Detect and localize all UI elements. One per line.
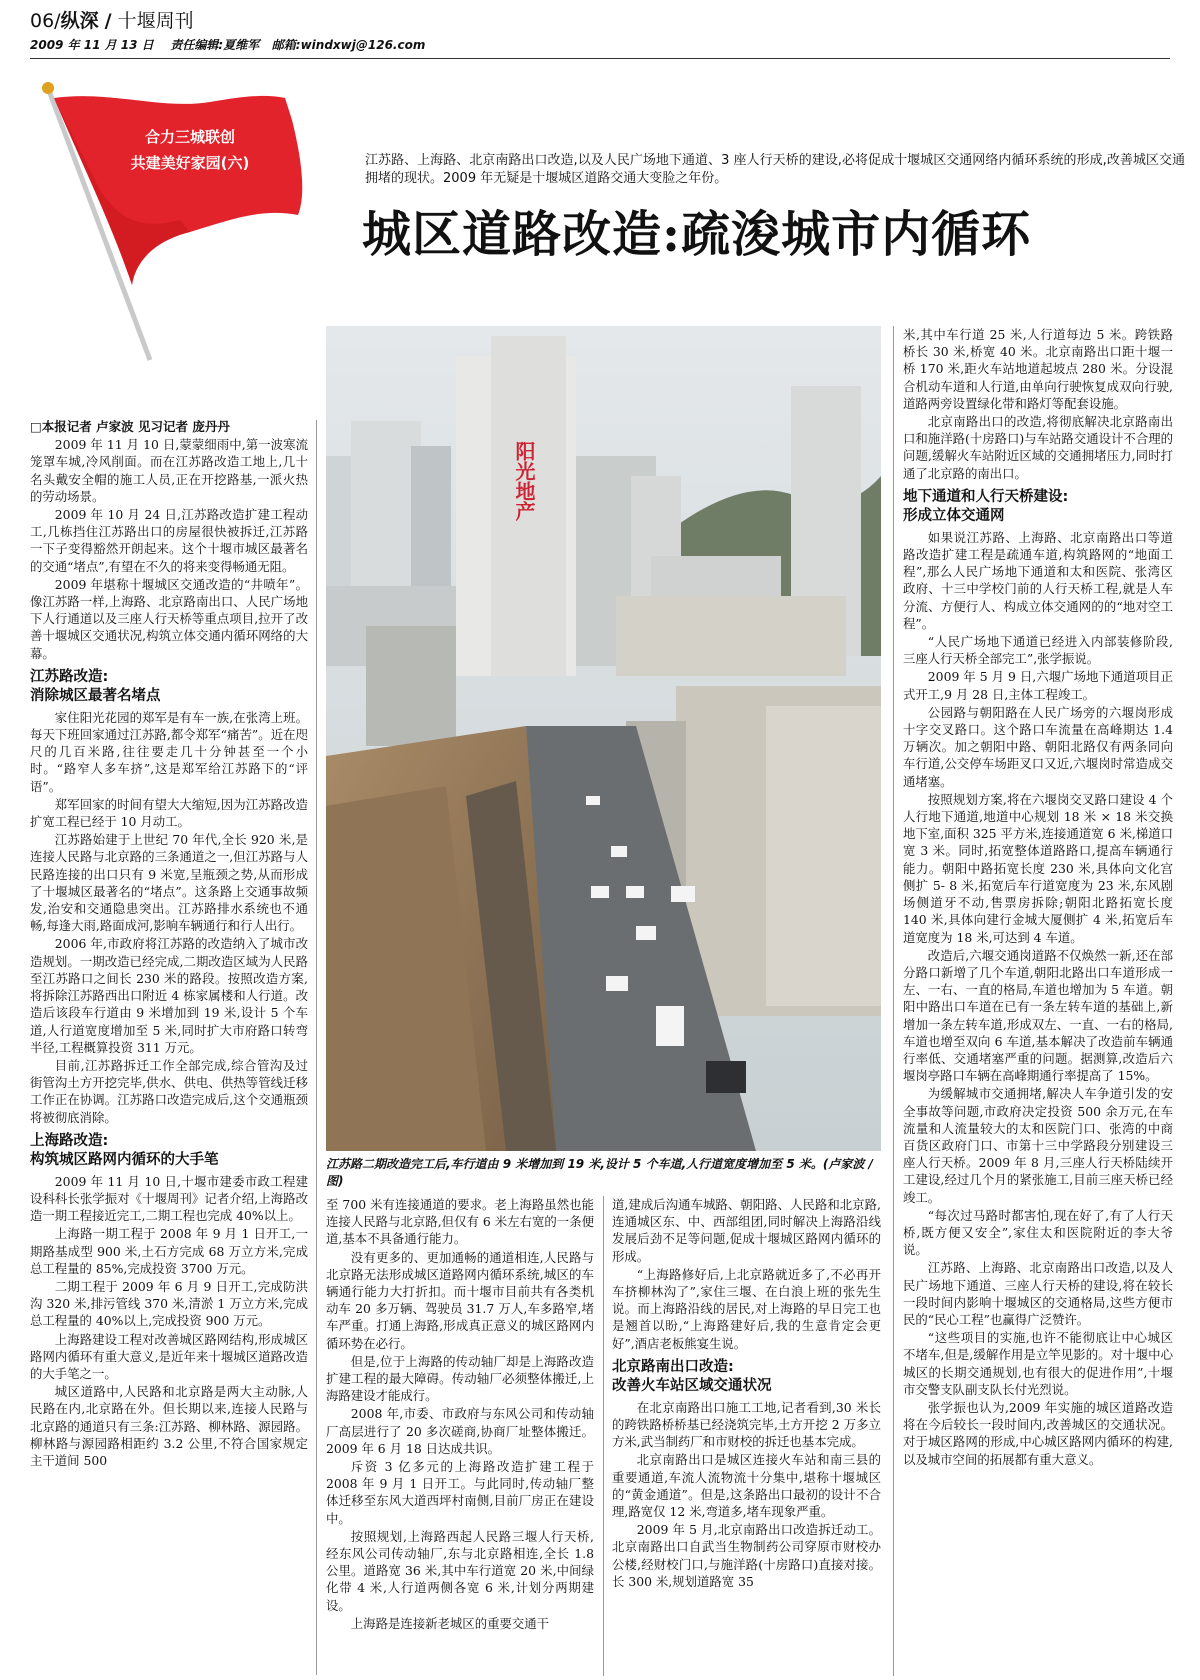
column-divider bbox=[893, 326, 894, 1676]
flag-line2: 共建美好家园(六) bbox=[130, 154, 250, 172]
city-street-image bbox=[326, 326, 881, 1151]
paragraph: 2009 年 5 月,北京南路出口改造拆迁动工。北京南路出口自武当生物制药公司穿原市财校办公楼,经财校门口,与施洋路(十房路口)直接对接。长 300 米,规划道路宽 35 bbox=[612, 1522, 881, 1589]
paragraph: 2009 年堪称十堰城区交通改造的“井喷年”。像江苏路一样,上海路、北京路南出口、人民广场地下人行通道以及三座人行天桥等重点项目,拉开了改善十堰城区交通状况,构筑立体交通内循环网络的大幕。 bbox=[30, 576, 308, 661]
subheading: 北京路南出口改造: 改善火车站区域交通状况 bbox=[612, 1358, 772, 1394]
column-1 bbox=[30, 418, 308, 1680]
paragraph: 北京南路出口是城区连接火车站和南三县的重要通道,车流人流物流十分集中,堪称十堰城区的“黄金通道”。但是,这条路出口最初的设计不合理,路宽仅 12 米,弯道多,堵车现象严重。 bbox=[612, 1452, 881, 1520]
paragraph: “上海路修好后,上北京路就近多了,不必再开车挤柳林沟了”,家住三堰、在白浪上班的张先生说。而上海路沿线的居民,对上海路的早日完工也是翘首以盼,“上海路建好后,我的生意肯定会更好”,酒店老板熊宴生说。 bbox=[612, 1266, 881, 1351]
column-3 bbox=[612, 1196, 881, 1680]
column-2 bbox=[326, 1196, 594, 1680]
paragraph: 在北京南路出口施工工地,记者看到,30 米长的跨铁路桥桥基已经浇筑完毕,土方开挖 2 万多立方米,武当制药厂和市财校的拆迁也基本完成。 bbox=[612, 1399, 881, 1450]
header-rule bbox=[30, 58, 1170, 59]
paragraph: 没有更多的、更加通畅的通道相连,人民路与北京路无法形成城区道路网内循环系统,城区的车辆通行能力大打折扣。而十堰市目前共有各类机动车 20 多万辆、驾驶员 31.7 万人,车多路窄,堵车严重。打通上海路,形成真正意义的城区路网内循环势在必行。 bbox=[326, 1249, 594, 1351]
paragraph: 江苏路、上海路、北京南路出口改造,以及人民广场地下通道、三座人行天桥的建设,将在较长一段时间内影响十堰城区的交通格局,这些方便市民的“民心工程”也赢得广泛赞许。 bbox=[903, 1260, 1173, 1327]
paragraph: 郑军回家的时间有望大大缩短,因为江苏路改造扩宽工程已经于 10 月动工。 bbox=[30, 796, 308, 830]
header-separator: / bbox=[104, 10, 112, 32]
paragraph: 2009 年 11 月 10 日,十堰市建委市政工程建设科科长张学振对《十堰周刊》记者介绍,上海路改造一期工程接近完工,二期工程也完成 40%以上。 bbox=[30, 1173, 308, 1224]
paragraph: “每次过马路时都害怕,现在好了,有了人行天桥,既方便又安全”,家住太和医院附近的李大爷说。 bbox=[903, 1207, 1173, 1258]
paragraph: 2006 年,市政府将江苏路的改造纳入了城市改造规划。一期改造已经完成,二期改造区域为人民路至江苏路口之间长 230 米的路段。按照改造方案,将拆除江苏路西出口附近 4 栋家属楼和人行道。改造后该段车行道由 9 米增加到 19 米,设计 5 个车道,人行道宽度增加至 5 米,同时扩大市府路口转弯半径,工程概算投资 311 万元。 bbox=[30, 936, 308, 1055]
paragraph: 张学振也认为,2009 年实施的城区道路改造将在今后较长一段时间内,改善城区的交通状况。对于城区路网的形成,中心城区路网内循环的构建,以及城市空间的拓展都有重大意义。 bbox=[903, 1399, 1173, 1467]
paragraph: 按照规划,上海路西起人民路三堰人行天桥,经东风公司传动轴厂,东与北京路相连,全长 1.8 公里。道路宽 36 米,其中车行道宽 20 米,中间绿化带 4 米,人行道两侧各宽 6 米,计划分两期建设。 bbox=[326, 1528, 594, 1613]
billboard-sign: 阳光地产 bbox=[512, 441, 536, 521]
editor-label: 责任编辑: bbox=[170, 38, 224, 52]
byline: □本报记者 卢家波 见习记者 庞丹丹 bbox=[30, 419, 230, 434]
paragraph: 二期工程于 2009 年 6 月 9 日开工,完成防洪沟 320 米,排污管线 370 米,清淤 1 万立方米,完成总工程量的 40%以上,完成投资 900 万元。 bbox=[30, 1278, 308, 1329]
paragraph: 斥资 3 亿多元的上海路改造扩建工程于 2008 年 9 月 1 日开工。与此同时,传动轴厂整体迁移至东风大道西坪村南侧,目前厂房正在建设中。 bbox=[326, 1459, 594, 1526]
column-4 bbox=[903, 326, 1173, 1680]
subheading: 地下通道和人行天桥建设: 形成立体交通网 bbox=[903, 488, 1069, 524]
paragraph: 米,其中车行道 25 米,人行道每边 5 米。跨铁路桥长 30 米,桥宽 40 米。北京南路出口距十堰一桥 170 米,距火车站地道起坡点 280 米。分设混合机动车道和人行道,由单向行驶恢复成双向行驶,道路两旁设置绿化带和路灯等配套设施。 bbox=[903, 327, 1173, 411]
paragraph: 目前,江苏路拆迁工作全部完成,综合管沟及过街管沟土方开挖完毕,供水、供电、供热等管线迁移工作正在协调。江苏路口改造完成后,这个交通瓶颈将被彻底消除。 bbox=[30, 1057, 308, 1125]
paragraph: 按照规划方案,将在六堰岗交叉路口建设 4 个人行地下通道,地道中心规划 18 米 × 18 米交换地下室,面积 325 平方米,连接通道宽 6 米,梯道口宽 3 米。同时,拓宽整体道路路口,提高车辆通行能力。朝阳中路拓宽长度 230 米,具体向文化宫侧扩 5- 8 米,拓宽后车行道宽度为 23 米,东风剧场侧道牙不动,售票房拆除;朝阳北路拓宽长度 140 米,具体向建行金城大厦侧扩 4 米,拓宽后车道宽度为 18 米,可达到 4 车道。 bbox=[903, 791, 1173, 945]
paragraph: 上海路建设工程对改善城区路网结构,形成城区路网内循环有重大意义,是近年来十堰城区道路改造的大手笔之一。 bbox=[30, 1331, 308, 1381]
subheading: 上海路改造: 构筑城区路网内循环的大手笔 bbox=[30, 1132, 219, 1168]
paragraph: 2009 年 10 月 24 日,江苏路改造扩建工程动工,几栋挡住江苏路出口的房屋很快被拆迁,江苏路一下子变得豁然开朗起来。这个十堰市城区最著名的交通“堵点”,有望在不久的将来变得畅通无阻。 bbox=[30, 507, 308, 574]
paper-name: 十堰周刊 bbox=[117, 10, 194, 32]
paragraph: 江苏路始建于上世纪 70 年代,全长 920 米,是连接人民路与北京路的三条通道之一,但江苏路与人民路连接的出口只有 9 米宽,呈瓶颈之势,从而形成了十堰城区最著名的“堵点”。这条路上交通事故频发,治安和交通隐患突出。江苏路排水系统也不通畅,每逢大雨,路面成河,影响车辆通行和行人出行。 bbox=[30, 832, 308, 934]
page-number: 06/ bbox=[30, 10, 61, 32]
paragraph: 北京南路出口的改造,将彻底解决北京路南出口和施洋路(十房路口)与车站路交通设计不合理的问题,缓解火车站附近区域的交通拥堵压力,同时打通了北京路的南出口。 bbox=[903, 414, 1173, 481]
paragraph: 为缓解城市交通拥堵,解决人车争道引发的安全事故等问题,市政府决定投资 500 余万元,在车流量和人流量较大的太和医院门口、张湾的中商百货区政府门口、市第十三中学路段分别建设三座人行天桥。2009 年 8 月,三座人行天桥陆续开工建设,经过几个月的紧张施工,目前三座天桥已经竣工。 bbox=[903, 1086, 1173, 1205]
paragraph: 上海路一期工程于 2008 年 9 月 1 日开工,一期路基成型 900 米,土石方完成 68 万立方米,完成总工程量的 85%,完成投资 3700 万元。 bbox=[30, 1226, 308, 1276]
section-name: 纵深 bbox=[60, 10, 99, 32]
paragraph: 2008 年,市委、市政府与东风公司和传动轴厂高层进行了 20 多次磋商,协商厂址整体搬迁。2009 年 6 月 18 日达成共识。 bbox=[326, 1406, 594, 1456]
flag-icon bbox=[40, 80, 320, 370]
paragraph: “人民广场地下通道已经进入内部装修阶段,三座人行天桥全部完工”,张学振说。 bbox=[903, 634, 1173, 667]
paragraph: 但是,位于上海路的传动轴厂却是上海路改造扩建工程的最大障碍。传动轴厂必须整体搬迁,上海路建设才能成行。 bbox=[326, 1353, 594, 1404]
lead-paragraph: 江苏路、上海路、北京南路出口改造,以及人民广场地下通道、3 座人行天桥的建设,必将促成十堰城区交通网络内循环系统的形成,改善城区交通拥堵的现状。2009 年无疑是十堰城区道路交通大变脸之年份。 bbox=[365, 153, 1185, 186]
paragraph: 2009 年 11 月 10 日,蒙蒙细雨中,第一波寒流笼罩车城,冷风削面。而在江苏路改造工地上,几十名头戴安全帽的施工人员,正在开挖路基,一派火热的劳动场景。 bbox=[30, 437, 308, 504]
campaign-flag bbox=[40, 80, 320, 374]
editor-name: 夏维军 bbox=[223, 38, 260, 52]
paragraph: 如果说江苏路、上海路、北京南路出口等道路改造扩建工程是疏通车道,构筑路网的“地面工程”,那么人民广场地下通道和太和医院、张湾区政府、十三中学校门前的人行天桥工程,就是人车分流、方便行人、构成立体交通网的的“地对空工程”。 bbox=[903, 529, 1173, 631]
email-label: 邮箱: bbox=[271, 38, 301, 52]
paragraph: 改造后,六堰交通岗道路不仅焕然一新,还在部分路口新增了几个车道,朝阳北路出口车道形成一左、一右、一直的格局,车道也增加为 5 车道。朝阳中路出口车道在已有一条左转车道的基础上,新增加一条左转车道,形成双左、一直、一右的格局,车道也增至双向 6 车道,基本解决了改造前车辆通行率低、交通堵塞严重的问题。据测算,改造后六堰岗亭路口车辆在高峰期通行率提高了 15%。 bbox=[903, 947, 1173, 1084]
paragraph: 2009 年 5 月 9 日,六堰广场地下通道项目正式开工,9 月 28 日,主体工程竣工。 bbox=[903, 669, 1173, 702]
flag-line1: 合力三城联创 bbox=[144, 128, 236, 146]
email-address: windxwj@126.com bbox=[300, 38, 426, 52]
page-header bbox=[30, 6, 194, 33]
column-divider bbox=[603, 1196, 604, 1676]
headline: 城区道路改造:疏浚城市内循环 bbox=[362, 205, 1032, 263]
street-photo bbox=[326, 326, 881, 1151]
subheading: 江苏路改造: 消除城区最著名堵点 bbox=[30, 668, 161, 704]
issue-date: 2009 年 11 月 13 日 bbox=[30, 38, 154, 52]
column-divider bbox=[316, 420, 317, 1675]
paragraph: “这些项目的实施,也许不能彻底让中心城区不堵车,但是,缓解作用是立竿见影的。对十堰中心城区的长期交通规划,也有很大的促进作用”,十堰市交警支队副支队长付光烈说。 bbox=[903, 1330, 1173, 1397]
header-meta bbox=[30, 36, 425, 53]
paragraph: 至 700 米有连接通道的要求。老上海路虽然也能连接人民路与北京路,但仅有 6 米左右宽的一条便道,基本不具备通行能力。 bbox=[326, 1197, 594, 1247]
photo-caption: 江苏路二期改造完工后,车行道由 9 米增加到 19 米,设计 5 个车道,人行道宽度增加至 5 米。(卢家波 /图) bbox=[326, 1157, 873, 1188]
paragraph: 道,建成后沟通车城路、朝阳路、人民路和北京路,连通城区东、中、西部组团,同时解决上海路沿线发展后劲不足等问题,促成十堰城区路网内循环的形成。 bbox=[612, 1197, 881, 1264]
paragraph: 家住阳光花园的郑军是有车一族,在张湾上班。每天下班回家通过江苏路,都令郑军“痛苦”。近在咫尺的几百米路,往往要走几十分钟甚至一个小时。“路窄人多车挤”,这是郑军给江苏路下的“评语”。 bbox=[30, 709, 308, 794]
paragraph: 上海路是连接新老城区的重要交通干 bbox=[350, 1615, 550, 1631]
paragraph: 公园路与朝阳路在人民广场旁的六堰岗形成十字交叉路口。这个路口车流量在高峰期达 1.4 万辆次。加之朝阳中路、朝阳北路仅有两条同向车行道,公交停车场距叉口又近,六堰岗时常造成交通堵塞。 bbox=[903, 704, 1173, 789]
paragraph: 城区道路中,人民路和北京路是两大主动脉,人民路在内,北京路在外。但长期以来,连接人民路与北京路的通道只有三条:江苏路、柳林路、源园路。柳林路与源园路相距约 3.2 公里,不符合国家规定主干道间 500 bbox=[30, 1384, 308, 1468]
